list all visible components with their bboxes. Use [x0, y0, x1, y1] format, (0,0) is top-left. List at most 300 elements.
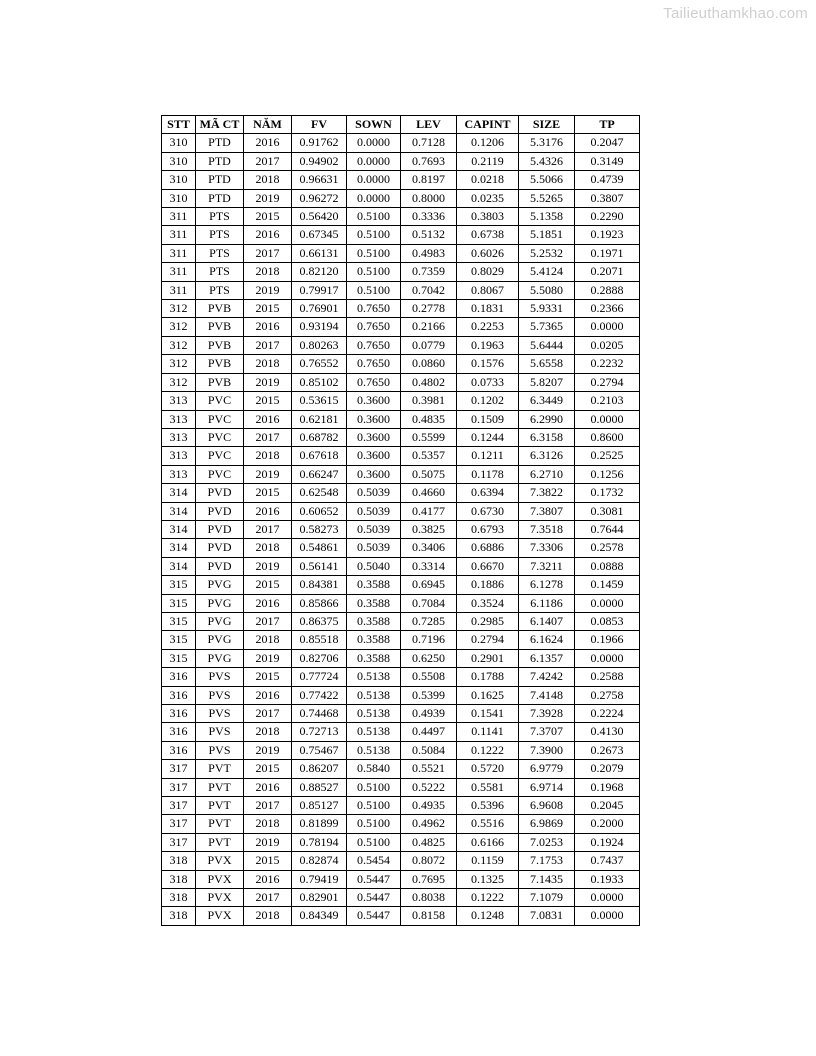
table-row — [162, 281, 640, 299]
cell-size: 7.3900 — [519, 741, 575, 759]
cell-stt: 317 — [162, 833, 196, 851]
table-row — [162, 668, 640, 686]
cell-stt: 315 — [162, 612, 196, 630]
cell-capint: 0.1576 — [457, 355, 519, 373]
cell-size: 6.3126 — [519, 447, 575, 465]
cell-stt: 310 — [162, 134, 196, 152]
cell-capint: 0.1625 — [457, 686, 519, 704]
cell-size: 5.1851 — [519, 226, 575, 244]
cell-lev: 0.5132 — [401, 226, 457, 244]
cell-ma-ct: PVB — [196, 355, 244, 373]
cell-capint: 0.6394 — [457, 484, 519, 502]
table-row — [162, 870, 640, 888]
cell-tp: 0.1971 — [575, 244, 640, 262]
cell-stt: 313 — [162, 410, 196, 428]
cell-fv: 0.76552 — [292, 355, 347, 373]
cell-tp: 0.2366 — [575, 300, 640, 318]
column-header-lev: LEV — [401, 116, 457, 134]
cell-capint: 0.2253 — [457, 318, 519, 336]
cell-sown: 0.7650 — [347, 336, 401, 354]
cell-stt: 314 — [162, 557, 196, 575]
table-row — [162, 852, 640, 870]
cell-capint: 0.0218 — [457, 171, 519, 189]
cell-sown: 0.5100 — [347, 815, 401, 833]
column-header-capint: CAPINT — [457, 116, 519, 134]
cell-tp: 0.0000 — [575, 410, 640, 428]
cell-capint: 0.5581 — [457, 778, 519, 796]
cell-size: 7.3707 — [519, 723, 575, 741]
cell-stt: 314 — [162, 539, 196, 557]
cell-capint: 0.1831 — [457, 300, 519, 318]
cell-fv: 0.80263 — [292, 336, 347, 354]
table-row — [162, 815, 640, 833]
cell-fv: 0.53615 — [292, 392, 347, 410]
cell-fv: 0.77724 — [292, 668, 347, 686]
cell-sown: 0.0000 — [347, 134, 401, 152]
cell-lev: 0.3825 — [401, 520, 457, 538]
cell-capint: 0.1141 — [457, 723, 519, 741]
cell-stt: 313 — [162, 447, 196, 465]
cell-stt: 312 — [162, 336, 196, 354]
cell-stt: 311 — [162, 281, 196, 299]
cell-tp: 0.7437 — [575, 852, 640, 870]
cell-fv: 0.79917 — [292, 281, 347, 299]
cell-lev: 0.5084 — [401, 741, 457, 759]
cell-nam: 2016 — [244, 134, 292, 152]
table-row — [162, 594, 640, 612]
cell-fv: 0.84349 — [292, 907, 347, 925]
cell-ma-ct: PVB — [196, 336, 244, 354]
table-row — [162, 686, 640, 704]
cell-stt: 312 — [162, 300, 196, 318]
cell-tp: 0.2794 — [575, 373, 640, 391]
cell-stt: 314 — [162, 502, 196, 520]
cell-stt: 318 — [162, 907, 196, 925]
cell-stt: 314 — [162, 484, 196, 502]
cell-stt: 317 — [162, 778, 196, 796]
table-row — [162, 152, 640, 170]
table-row — [162, 447, 640, 465]
cell-stt: 315 — [162, 576, 196, 594]
cell-tp: 0.8600 — [575, 428, 640, 446]
cell-stt: 311 — [162, 244, 196, 262]
cell-ma-ct: PTD — [196, 152, 244, 170]
table-row — [162, 373, 640, 391]
cell-nam: 2015 — [244, 852, 292, 870]
cell-capint: 0.1886 — [457, 576, 519, 594]
cell-ma-ct: PVT — [196, 778, 244, 796]
cell-capint: 0.0235 — [457, 189, 519, 207]
cell-fv: 0.75467 — [292, 741, 347, 759]
cell-tp: 0.4130 — [575, 723, 640, 741]
cell-nam: 2018 — [244, 815, 292, 833]
cell-size: 7.3928 — [519, 705, 575, 723]
cell-tp: 0.2224 — [575, 705, 640, 723]
cell-lev: 0.5075 — [401, 465, 457, 483]
cell-lev: 0.4177 — [401, 502, 457, 520]
cell-size: 7.3822 — [519, 484, 575, 502]
cell-tp: 0.0000 — [575, 649, 640, 667]
cell-capint: 0.5516 — [457, 815, 519, 833]
table-header-row — [162, 116, 640, 134]
table-row — [162, 410, 640, 428]
cell-ma-ct: PVS — [196, 723, 244, 741]
cell-capint: 0.0733 — [457, 373, 519, 391]
cell-fv: 0.82706 — [292, 649, 347, 667]
cell-nam: 2018 — [244, 447, 292, 465]
cell-size: 5.1358 — [519, 208, 575, 226]
cell-fv: 0.72713 — [292, 723, 347, 741]
cell-capint: 0.6793 — [457, 520, 519, 538]
cell-nam: 2017 — [244, 797, 292, 815]
cell-stt: 310 — [162, 152, 196, 170]
cell-stt: 310 — [162, 189, 196, 207]
cell-lev: 0.4497 — [401, 723, 457, 741]
table-row — [162, 189, 640, 207]
cell-size: 5.5265 — [519, 189, 575, 207]
cell-nam: 2019 — [244, 741, 292, 759]
cell-nam: 2018 — [244, 907, 292, 925]
cell-stt: 316 — [162, 686, 196, 704]
cell-fv: 0.60652 — [292, 502, 347, 520]
cell-lev: 0.4962 — [401, 815, 457, 833]
cell-ma-ct: PTS — [196, 281, 244, 299]
cell-nam: 2016 — [244, 226, 292, 244]
cell-nam: 2019 — [244, 281, 292, 299]
cell-tp: 0.1933 — [575, 870, 640, 888]
cell-capint: 0.2119 — [457, 152, 519, 170]
cell-lev: 0.4825 — [401, 833, 457, 851]
cell-capint: 0.1159 — [457, 852, 519, 870]
cell-lev: 0.7084 — [401, 594, 457, 612]
cell-fv: 0.68782 — [292, 428, 347, 446]
cell-lev: 0.6250 — [401, 649, 457, 667]
cell-size: 6.2990 — [519, 410, 575, 428]
cell-lev: 0.3406 — [401, 539, 457, 557]
cell-nam: 2019 — [244, 833, 292, 851]
cell-sown: 0.5138 — [347, 668, 401, 686]
cell-stt: 315 — [162, 649, 196, 667]
cell-nam: 2015 — [244, 668, 292, 686]
cell-lev: 0.8038 — [401, 889, 457, 907]
cell-nam: 2016 — [244, 778, 292, 796]
cell-lev: 0.5357 — [401, 447, 457, 465]
cell-sown: 0.0000 — [347, 152, 401, 170]
table-row — [162, 557, 640, 575]
cell-lev: 0.8197 — [401, 171, 457, 189]
cell-nam: 2015 — [244, 576, 292, 594]
cell-fv: 0.62181 — [292, 410, 347, 428]
cell-fv: 0.76901 — [292, 300, 347, 318]
cell-capint: 0.1206 — [457, 134, 519, 152]
cell-size: 7.0831 — [519, 907, 575, 925]
cell-size: 7.4242 — [519, 668, 575, 686]
cell-size: 6.9779 — [519, 760, 575, 778]
cell-fv: 0.88527 — [292, 778, 347, 796]
cell-ma-ct: PVT — [196, 760, 244, 778]
cell-ma-ct: PTS — [196, 244, 244, 262]
cell-capint: 0.1248 — [457, 907, 519, 925]
cell-capint: 0.1178 — [457, 465, 519, 483]
cell-lev: 0.3981 — [401, 392, 457, 410]
cell-stt: 318 — [162, 852, 196, 870]
table-row — [162, 833, 640, 851]
cell-capint: 0.2901 — [457, 649, 519, 667]
cell-ma-ct: PVC — [196, 392, 244, 410]
cell-fv: 0.86207 — [292, 760, 347, 778]
cell-size: 7.1753 — [519, 852, 575, 870]
cell-sown: 0.3588 — [347, 576, 401, 594]
cell-fv: 0.77422 — [292, 686, 347, 704]
cell-ma-ct: PVT — [196, 797, 244, 815]
cell-stt: 313 — [162, 392, 196, 410]
cell-size: 6.2710 — [519, 465, 575, 483]
cell-tp: 0.4739 — [575, 171, 640, 189]
table-row — [162, 502, 640, 520]
table-row — [162, 797, 640, 815]
cell-nam: 2017 — [244, 244, 292, 262]
cell-size: 5.5080 — [519, 281, 575, 299]
cell-size: 5.9331 — [519, 300, 575, 318]
cell-ma-ct: PVT — [196, 815, 244, 833]
cell-ma-ct: PVX — [196, 852, 244, 870]
cell-capint: 0.6738 — [457, 226, 519, 244]
cell-size: 5.8207 — [519, 373, 575, 391]
table-row — [162, 520, 640, 538]
cell-ma-ct: PVD — [196, 539, 244, 557]
cell-sown: 0.5138 — [347, 705, 401, 723]
cell-ma-ct: PVX — [196, 889, 244, 907]
cell-nam: 2016 — [244, 410, 292, 428]
column-header-stt: STT — [162, 116, 196, 134]
cell-sown: 0.5840 — [347, 760, 401, 778]
cell-ma-ct: PVS — [196, 686, 244, 704]
table-row — [162, 889, 640, 907]
cell-size: 5.3176 — [519, 134, 575, 152]
cell-ma-ct: PVD — [196, 484, 244, 502]
cell-fv: 0.74468 — [292, 705, 347, 723]
cell-stt: 317 — [162, 815, 196, 833]
cell-tp: 0.1966 — [575, 631, 640, 649]
table-row — [162, 778, 640, 796]
cell-ma-ct: PVG — [196, 612, 244, 630]
cell-fv: 0.66247 — [292, 465, 347, 483]
cell-lev: 0.8158 — [401, 907, 457, 925]
cell-tp: 0.2888 — [575, 281, 640, 299]
table-row — [162, 336, 640, 354]
cell-nam: 2019 — [244, 373, 292, 391]
cell-ma-ct: PVX — [196, 907, 244, 925]
cell-lev: 0.0860 — [401, 355, 457, 373]
cell-sown: 0.3600 — [347, 465, 401, 483]
cell-lev: 0.7695 — [401, 870, 457, 888]
table-row — [162, 612, 640, 630]
cell-stt: 318 — [162, 889, 196, 907]
cell-sown: 0.3588 — [347, 594, 401, 612]
table-body — [162, 134, 640, 925]
cell-size: 6.1278 — [519, 576, 575, 594]
cell-lev: 0.3336 — [401, 208, 457, 226]
cell-size: 6.9714 — [519, 778, 575, 796]
table-row — [162, 649, 640, 667]
cell-fv: 0.67345 — [292, 226, 347, 244]
cell-capint: 0.5720 — [457, 760, 519, 778]
cell-sown: 0.3588 — [347, 631, 401, 649]
cell-sown: 0.5447 — [347, 870, 401, 888]
cell-sown: 0.3600 — [347, 410, 401, 428]
table-row — [162, 226, 640, 244]
cell-size: 5.5066 — [519, 171, 575, 189]
cell-tp: 0.2673 — [575, 741, 640, 759]
cell-fv: 0.85127 — [292, 797, 347, 815]
column-header-size: SIZE — [519, 116, 575, 134]
cell-nam: 2018 — [244, 723, 292, 741]
cell-tp: 0.2588 — [575, 668, 640, 686]
cell-nam: 2017 — [244, 520, 292, 538]
cell-size: 7.3807 — [519, 502, 575, 520]
table-row — [162, 539, 640, 557]
data-table — [161, 115, 640, 926]
cell-size: 7.3306 — [519, 539, 575, 557]
cell-nam: 2017 — [244, 336, 292, 354]
cell-capint: 0.1244 — [457, 428, 519, 446]
table-row — [162, 465, 640, 483]
cell-lev: 0.4983 — [401, 244, 457, 262]
cell-capint: 0.3524 — [457, 594, 519, 612]
cell-nam: 2018 — [244, 539, 292, 557]
table-row — [162, 244, 640, 262]
cell-lev: 0.5508 — [401, 668, 457, 686]
table-row — [162, 760, 640, 778]
cell-fv: 0.85866 — [292, 594, 347, 612]
cell-tp: 0.2047 — [575, 134, 640, 152]
cell-stt: 311 — [162, 208, 196, 226]
cell-tp: 0.0000 — [575, 907, 640, 925]
cell-stt: 312 — [162, 355, 196, 373]
cell-sown: 0.3600 — [347, 428, 401, 446]
table-row — [162, 392, 640, 410]
cell-tp: 0.3807 — [575, 189, 640, 207]
cell-ma-ct: PVX — [196, 870, 244, 888]
cell-sown: 0.5039 — [347, 484, 401, 502]
cell-tp: 0.0205 — [575, 336, 640, 354]
cell-ma-ct: PVC — [196, 428, 244, 446]
cell-stt: 311 — [162, 226, 196, 244]
cell-ma-ct: PVG — [196, 631, 244, 649]
cell-lev: 0.6945 — [401, 576, 457, 594]
table-row — [162, 705, 640, 723]
cell-tp: 0.2232 — [575, 355, 640, 373]
cell-ma-ct: PVS — [196, 668, 244, 686]
cell-stt: 313 — [162, 428, 196, 446]
column-header-sown: SOWN — [347, 116, 401, 134]
cell-tp: 0.2071 — [575, 263, 640, 281]
cell-ma-ct: PTS — [196, 208, 244, 226]
cell-capint: 0.6886 — [457, 539, 519, 557]
cell-lev: 0.7285 — [401, 612, 457, 630]
cell-capint: 0.1325 — [457, 870, 519, 888]
cell-lev: 0.5222 — [401, 778, 457, 796]
cell-lev: 0.5599 — [401, 428, 457, 446]
cell-stt: 317 — [162, 760, 196, 778]
cell-fv: 0.91762 — [292, 134, 347, 152]
cell-tp: 0.3149 — [575, 152, 640, 170]
cell-sown: 0.5100 — [347, 797, 401, 815]
cell-capint: 0.1788 — [457, 668, 519, 686]
cell-nam: 2017 — [244, 612, 292, 630]
cell-capint: 0.6166 — [457, 833, 519, 851]
cell-ma-ct: PVB — [196, 373, 244, 391]
cell-stt: 316 — [162, 705, 196, 723]
cell-sown: 0.5100 — [347, 281, 401, 299]
cell-nam: 2016 — [244, 686, 292, 704]
cell-size: 7.1435 — [519, 870, 575, 888]
cell-capint: 0.6026 — [457, 244, 519, 262]
cell-tp: 0.2000 — [575, 815, 640, 833]
cell-capint: 0.6730 — [457, 502, 519, 520]
cell-size: 7.3518 — [519, 520, 575, 538]
cell-ma-ct: PVC — [196, 447, 244, 465]
cell-lev: 0.8000 — [401, 189, 457, 207]
cell-stt: 311 — [162, 263, 196, 281]
cell-nam: 2017 — [244, 152, 292, 170]
cell-tp: 0.1256 — [575, 465, 640, 483]
table-row — [162, 428, 640, 446]
cell-lev: 0.4835 — [401, 410, 457, 428]
table-row — [162, 171, 640, 189]
cell-size: 7.4148 — [519, 686, 575, 704]
cell-capint: 0.8067 — [457, 281, 519, 299]
cell-tp: 0.3081 — [575, 502, 640, 520]
cell-nam: 2015 — [244, 484, 292, 502]
cell-stt: 316 — [162, 723, 196, 741]
cell-ma-ct: PVG — [196, 576, 244, 594]
cell-nam: 2017 — [244, 705, 292, 723]
cell-fv: 0.93194 — [292, 318, 347, 336]
table-row — [162, 300, 640, 318]
cell-sown: 0.3600 — [347, 447, 401, 465]
table-row — [162, 263, 640, 281]
cell-capint: 0.1509 — [457, 410, 519, 428]
cell-sown: 0.7650 — [347, 300, 401, 318]
cell-capint: 0.1211 — [457, 447, 519, 465]
cell-fv: 0.82874 — [292, 852, 347, 870]
cell-size: 7.3211 — [519, 557, 575, 575]
cell-stt: 310 — [162, 171, 196, 189]
cell-sown: 0.5100 — [347, 226, 401, 244]
cell-nam: 2015 — [244, 392, 292, 410]
cell-size: 6.9869 — [519, 815, 575, 833]
cell-sown: 0.3588 — [347, 649, 401, 667]
table-row — [162, 355, 640, 373]
cell-ma-ct: PVS — [196, 741, 244, 759]
cell-size: 5.2532 — [519, 244, 575, 262]
cell-sown: 0.5138 — [347, 686, 401, 704]
cell-sown: 0.5138 — [347, 723, 401, 741]
cell-size: 6.1624 — [519, 631, 575, 649]
cell-lev: 0.2166 — [401, 318, 457, 336]
cell-ma-ct: PTD — [196, 189, 244, 207]
cell-size: 7.0253 — [519, 833, 575, 851]
cell-size: 5.4124 — [519, 263, 575, 281]
cell-capint: 0.3803 — [457, 208, 519, 226]
cell-lev: 0.7693 — [401, 152, 457, 170]
cell-size: 5.7365 — [519, 318, 575, 336]
cell-nam: 2019 — [244, 557, 292, 575]
cell-tp: 0.2525 — [575, 447, 640, 465]
cell-stt: 313 — [162, 465, 196, 483]
cell-sown: 0.5040 — [347, 557, 401, 575]
